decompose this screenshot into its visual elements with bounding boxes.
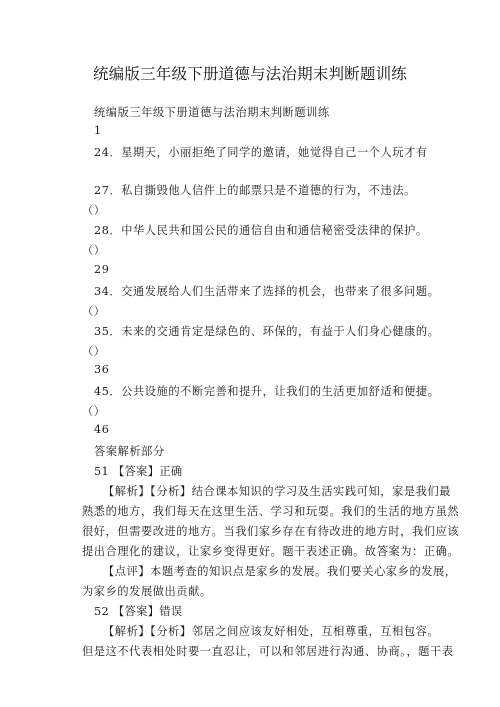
answer-blank-27: （） [82, 204, 106, 217]
answer-section-heading: 答案解析部分 [94, 445, 165, 458]
question-28: 28．中华人民共和国公民的通信自由和通信秘密受法律的保护。 [94, 224, 428, 237]
answer-blank-35: （） [82, 345, 106, 358]
analysis-51-line-1: 【解析】【分析】结合课本知识的学习及生活实践可知，家是我们最 [103, 485, 452, 498]
answer-blank-34: （） [82, 305, 106, 318]
line-number: 1 [94, 124, 102, 137]
question-35: 35．未来的交通肯定是绿色的、环保的，有益于人们身心健康的。 [94, 325, 440, 338]
question-45: 45．公共设施的不断完善和提升，让我们的生活更加舒适和便捷。 [94, 385, 440, 398]
line-number: 46 [94, 423, 110, 436]
analysis-52-line-2: 但是这不代表相处时要一直忍让，可以和邻居进行沟通、协商。，题干表 [82, 645, 454, 658]
analysis-51-line-4: 提出合理化的建议，让家乡变得更好。题干表述正确。故答案为：正确。 [82, 545, 460, 558]
comment-51-line-2: 为家乡的发展做出贡献。 [82, 585, 212, 598]
analysis-51-line-2: 熟悉的地方，我们每天在这里生活、学习和玩耍。我们的生活的地方虽然 [82, 505, 460, 518]
analysis-51-line-3: 很好，但需要改进的地方。当我们家乡存在有待改进的地方时，我们应该 [82, 525, 460, 538]
line-number: 36 [94, 363, 110, 376]
answer-51: 51 【答案】正确 [94, 465, 183, 478]
comment-51-line-1: 【点评】本题考查的知识点是家乡的发展。我们要关心家乡的发展， [103, 565, 457, 578]
answer-blank-45: （） [82, 405, 106, 418]
analysis-52-line-1: 【解析】【分析】邻居之间应该友好相处，互相尊重，互相包容。 [103, 625, 440, 638]
question-24: 24．星期天，小丽拒绝了同学的邀请，她觉得自己一个人玩才有 [94, 146, 428, 159]
question-27: 27．私自撕毁他人信件上的邮票只是不道德的行为，不违法。 [94, 184, 416, 197]
answer-52: 52 【答案】错误 [94, 605, 183, 618]
answer-blank-28: （） [82, 244, 106, 257]
subtitle: 统编版三年级下册道德与法治期末判断题训练 [94, 106, 330, 119]
question-34: 34．交通发展给人们生活带来了选择的机会，也带来了很多问题。 [94, 285, 440, 298]
line-number: 29 [94, 263, 110, 276]
page-title: 统编版三年级下册道德与法治期末判断题训练 [92, 65, 407, 83]
